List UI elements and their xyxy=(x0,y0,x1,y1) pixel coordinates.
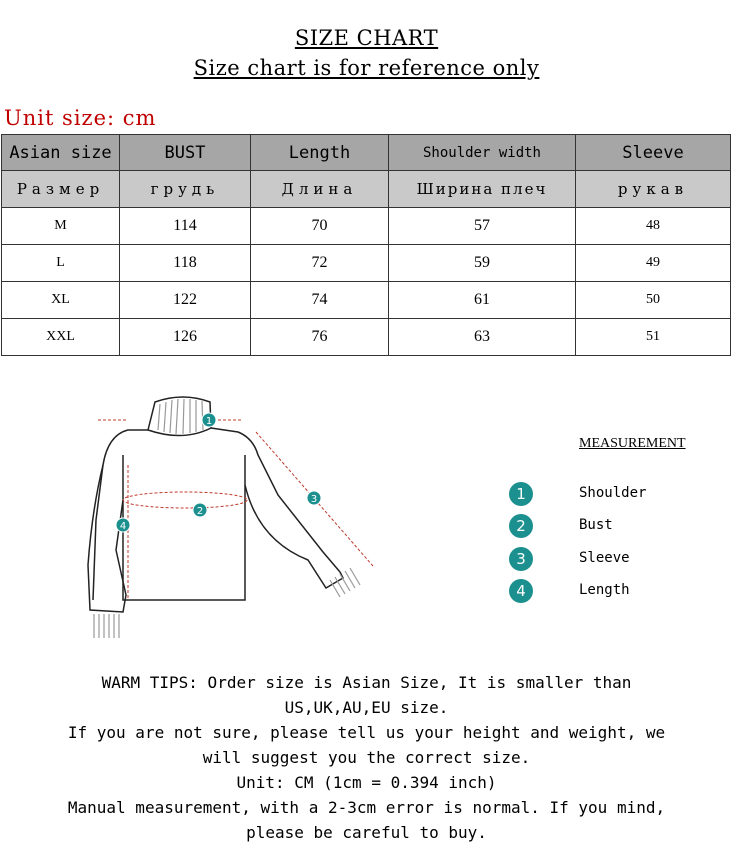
header-ru-bust: грудь xyxy=(120,171,251,208)
marker-1 xyxy=(202,413,216,427)
legend-label-bust: Bust xyxy=(579,517,613,533)
cell-length: 72 xyxy=(251,245,389,282)
legend-number-4: 4 xyxy=(509,579,533,603)
cell-bust: 118 xyxy=(120,245,251,282)
header-ru-sleeve: рукав xyxy=(576,171,731,208)
marker-3 xyxy=(307,491,321,505)
legend-label-sleeve: Sleeve xyxy=(579,550,630,566)
cell-size: L xyxy=(2,245,120,282)
sweater-diagram xyxy=(78,390,388,648)
tips-line: will suggest you the correct size. xyxy=(202,748,531,767)
marker-4-label: 4 xyxy=(119,521,127,532)
cell-length: 70 xyxy=(251,208,389,245)
measurement-title: MEASUREMENT xyxy=(579,436,686,451)
cell-bust: 122 xyxy=(120,282,251,319)
size-chart-title: SIZE CHART xyxy=(294,26,439,50)
legend-number-2: 2 xyxy=(509,514,533,538)
marker-2-label: 2 xyxy=(196,506,204,517)
legend-number-3: 3 xyxy=(509,547,533,571)
legend-label-length: Length xyxy=(579,582,630,598)
header-ru-shoulder: Ширина плеч xyxy=(389,171,576,208)
cell-sleeve: 49 xyxy=(576,245,731,282)
table-header-row xyxy=(2,135,731,171)
header-sleeve: Sleeve xyxy=(576,135,731,171)
cell-shoulder: 61 xyxy=(389,282,576,319)
cell-sleeve: 51 xyxy=(576,319,731,356)
header-shoulder-width: Shoulder width xyxy=(389,135,576,171)
cell-bust: 114 xyxy=(120,208,251,245)
cell-size: M xyxy=(2,208,120,245)
table-row xyxy=(2,245,731,282)
cell-shoulder: 59 xyxy=(389,245,576,282)
cell-bust: 126 xyxy=(120,319,251,356)
size-table xyxy=(1,134,731,356)
size-chart-subtitle: Size chart is for reference only xyxy=(193,56,540,80)
tips-line: Manual measurement, with a 2-3cm error is normal. If you mind, xyxy=(67,798,666,817)
legend-number-1: 1 xyxy=(509,482,533,506)
marker-3-label: 3 xyxy=(310,494,318,505)
legend-label-shoulder: Shoulder xyxy=(579,485,647,501)
table-row xyxy=(2,282,731,319)
table-header-row-ru xyxy=(2,171,731,208)
warm-tips xyxy=(0,670,733,845)
cell-size: XXL xyxy=(2,319,120,356)
tips-line: please be careful to buy. xyxy=(246,823,487,842)
tips-line: US,UK,AU,EU size. xyxy=(284,698,449,717)
unit-label: Unit size: cm xyxy=(4,106,157,130)
table-row xyxy=(2,319,731,356)
cell-sleeve: 48 xyxy=(576,208,731,245)
tips-line: If you are not sure, please tell us your height and weight, we xyxy=(67,723,666,742)
header-length: Length xyxy=(251,135,389,171)
cell-size: XL xyxy=(2,282,120,319)
marker-1-label: 1 xyxy=(205,416,213,427)
cell-length: 76 xyxy=(251,319,389,356)
cell-length: 74 xyxy=(251,282,389,319)
cell-sleeve: 50 xyxy=(576,282,731,319)
tips-line: WARM TIPS: Order size is Asian Size, It is smaller than xyxy=(101,673,632,692)
header-asian-size: Asian size xyxy=(2,135,120,171)
header-ru-size: Размер xyxy=(2,171,120,208)
sweater-outline xyxy=(88,397,343,612)
header-bust: BUST xyxy=(120,135,251,171)
marker-4 xyxy=(116,518,130,532)
rib-texture xyxy=(94,399,360,638)
cell-shoulder: 57 xyxy=(389,208,576,245)
measure-lines xyxy=(98,420,373,598)
header-ru-length: Длина xyxy=(251,171,389,208)
tips-line: Unit: CM (1cm = 0.394 inch) xyxy=(236,773,497,792)
cell-shoulder: 63 xyxy=(389,319,576,356)
table-row xyxy=(2,208,731,245)
marker-2 xyxy=(193,503,207,517)
